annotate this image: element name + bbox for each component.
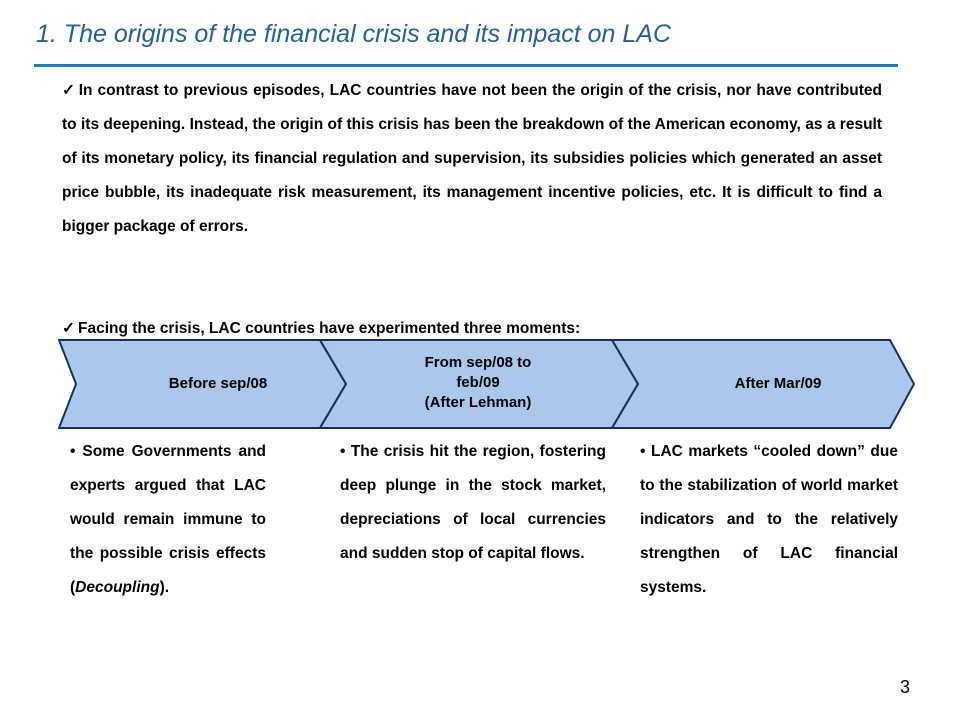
phase-description-before-end: ). bbox=[159, 579, 170, 596]
check-mark-icon: ✓ bbox=[62, 320, 75, 337]
bullet-text-origin: In contrast to previous episodes, LAC countries have not been the origin of the crisis, nor have contributed to its deepening. Instead, the origin of this crisis has been the breakdown of the American economy, as a result of its monetary policy, its financial regulation and supervision, its subsidies policies which generated an asset price bubble, its inadequate risk measurement, its management incentive policies, etc. It is difficult to find a bigger package of errors. bbox=[62, 82, 882, 235]
phase-description-before-text: Some Governments and experts argued that LAC would remain immune to the possible crisis effects ( bbox=[70, 443, 267, 596]
phase-description-after bbox=[640, 435, 898, 605]
phase-description-before bbox=[70, 435, 266, 605]
bullet-text-moments: Facing the crisis, LAC countries have experimented three moments: bbox=[78, 320, 581, 337]
phase-label-after: After Mar/09 bbox=[734, 375, 822, 392]
phase-label-during-line-2: feb/09 bbox=[456, 374, 500, 391]
check-mark-icon: ✓ bbox=[62, 82, 76, 99]
phase-description-during-text: The crisis hit the region, fostering deep plunge in the stock market, depreciations of local currencies and sudden stop of capital flows. bbox=[340, 443, 606, 562]
phase-label-during-line-1: From sep/08 to bbox=[424, 354, 532, 371]
phase-description-during bbox=[340, 435, 606, 571]
bullet-dot: • bbox=[340, 443, 346, 460]
phase-label-before: Before sep/08 bbox=[168, 375, 268, 392]
phase-label-during-line-3: (After Lehman) bbox=[424, 394, 532, 411]
bullet-dot: • bbox=[70, 443, 76, 460]
phase-description-after-text: LAC markets “cooled down” due to the stabilization of world market indicators and to the relatively strengthen of LAC financial systems. bbox=[640, 443, 898, 596]
phase-label-during bbox=[358, 353, 598, 413]
slide-title: 1. The origins of the financial crisis and its impact on LAC bbox=[36, 20, 672, 48]
bullet-paragraph-origin bbox=[62, 74, 882, 244]
decoupling-term: Decoupling bbox=[75, 579, 160, 596]
timeline-chevrons bbox=[58, 338, 918, 430]
title-divider bbox=[34, 64, 898, 67]
page-number: 3 bbox=[900, 677, 911, 697]
bullet-dot: • bbox=[640, 443, 646, 460]
